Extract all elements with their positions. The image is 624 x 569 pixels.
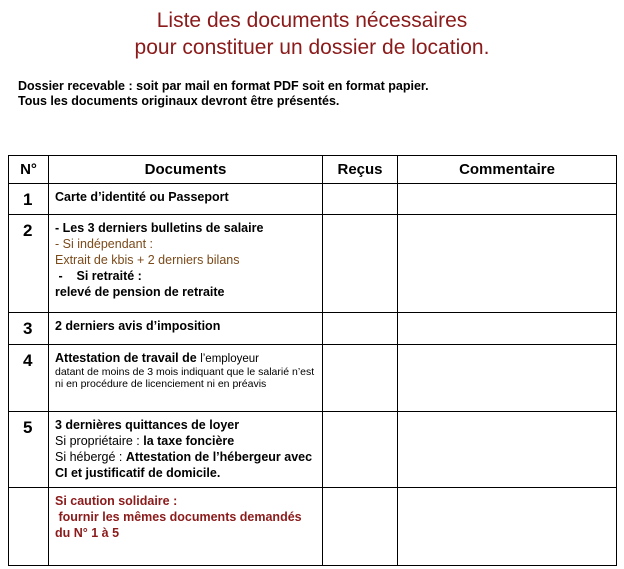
commentaire-cell[interactable]	[398, 488, 617, 566]
commentaire-cell[interactable]	[398, 184, 617, 215]
document-line: relevé de pension de retraite	[55, 285, 225, 299]
recus-cell[interactable]	[323, 215, 398, 313]
table-row	[9, 313, 617, 345]
document-line: - Si indépendant :	[55, 237, 153, 251]
table-row	[9, 215, 617, 313]
document-text: l’employeur	[200, 353, 259, 365]
document-line: Si caution solidaire :	[55, 494, 178, 508]
intro-line-2: Tous les documents originaux devront être présentés.	[18, 94, 340, 108]
document-text: Si hébergé :	[55, 450, 126, 464]
recus-cell[interactable]	[323, 412, 398, 488]
documents-table	[8, 155, 617, 566]
row-number: 4	[9, 345, 49, 412]
document-text: Si propriétaire :	[55, 434, 144, 448]
header-num: N°	[9, 156, 49, 184]
document-line: 3 dernières quittances de loyer	[55, 418, 240, 432]
row-number: 1	[9, 184, 49, 215]
row-number: 3	[9, 313, 49, 345]
document-cell	[49, 412, 323, 488]
document-text: ou Passeport	[146, 190, 229, 204]
intro-line-1: Dossier recevable : soit par mail en format PDF soit en format papier.	[18, 79, 429, 93]
intro-text	[18, 79, 429, 109]
recus-cell[interactable]	[323, 345, 398, 412]
document-line: Extrait de kbis + 2 derniers bilans	[55, 253, 240, 267]
row-number: 2	[9, 215, 49, 313]
commentaire-cell[interactable]	[398, 412, 617, 488]
row-number: 5	[9, 412, 49, 488]
recus-cell[interactable]	[323, 313, 398, 345]
document-cell	[49, 345, 323, 412]
commentaire-cell[interactable]	[398, 313, 617, 345]
document-cell: 2 derniers avis d’imposition	[49, 313, 323, 345]
header-commentaire: Commentaire	[398, 156, 617, 184]
title-line-2: pour constituer un dossier de location.	[134, 36, 490, 59]
document-cell	[49, 488, 323, 566]
table-row	[9, 488, 617, 566]
title-line-1: Liste des documents nécessaires	[156, 9, 468, 32]
recus-cell[interactable]	[323, 184, 398, 215]
commentaire-cell[interactable]	[398, 345, 617, 412]
document-cell	[49, 184, 323, 215]
commentaire-cell[interactable]	[398, 215, 617, 313]
row-number	[9, 488, 49, 566]
document-line: - Si retraité :	[55, 269, 142, 283]
document-text: Carte d’identité	[55, 190, 146, 204]
page-title	[0, 7, 624, 61]
document-line: fournir les mêmes documents demandés du N° 1 à 5	[55, 510, 306, 540]
document-text: Attestation de travail de	[55, 351, 201, 365]
header-documents: Documents	[49, 156, 323, 184]
document-note: datant de moins de 3 mois indiquant que le salarié n’est ni en procédure de licenciement ni en préavis	[55, 366, 315, 390]
table-row	[9, 184, 617, 215]
document-text: Attestation de l’hébergeur avec CI et justificatif de domicile.	[55, 450, 313, 480]
table-header-row	[9, 156, 617, 184]
table-row	[9, 412, 617, 488]
table-row	[9, 345, 617, 412]
recus-cell[interactable]	[323, 488, 398, 566]
header-recus: Reçus	[323, 156, 398, 184]
document-cell	[49, 215, 323, 313]
document-text: la taxe foncière	[143, 434, 235, 448]
document-line: - Les 3 derniers bulletins de salaire	[55, 221, 264, 235]
